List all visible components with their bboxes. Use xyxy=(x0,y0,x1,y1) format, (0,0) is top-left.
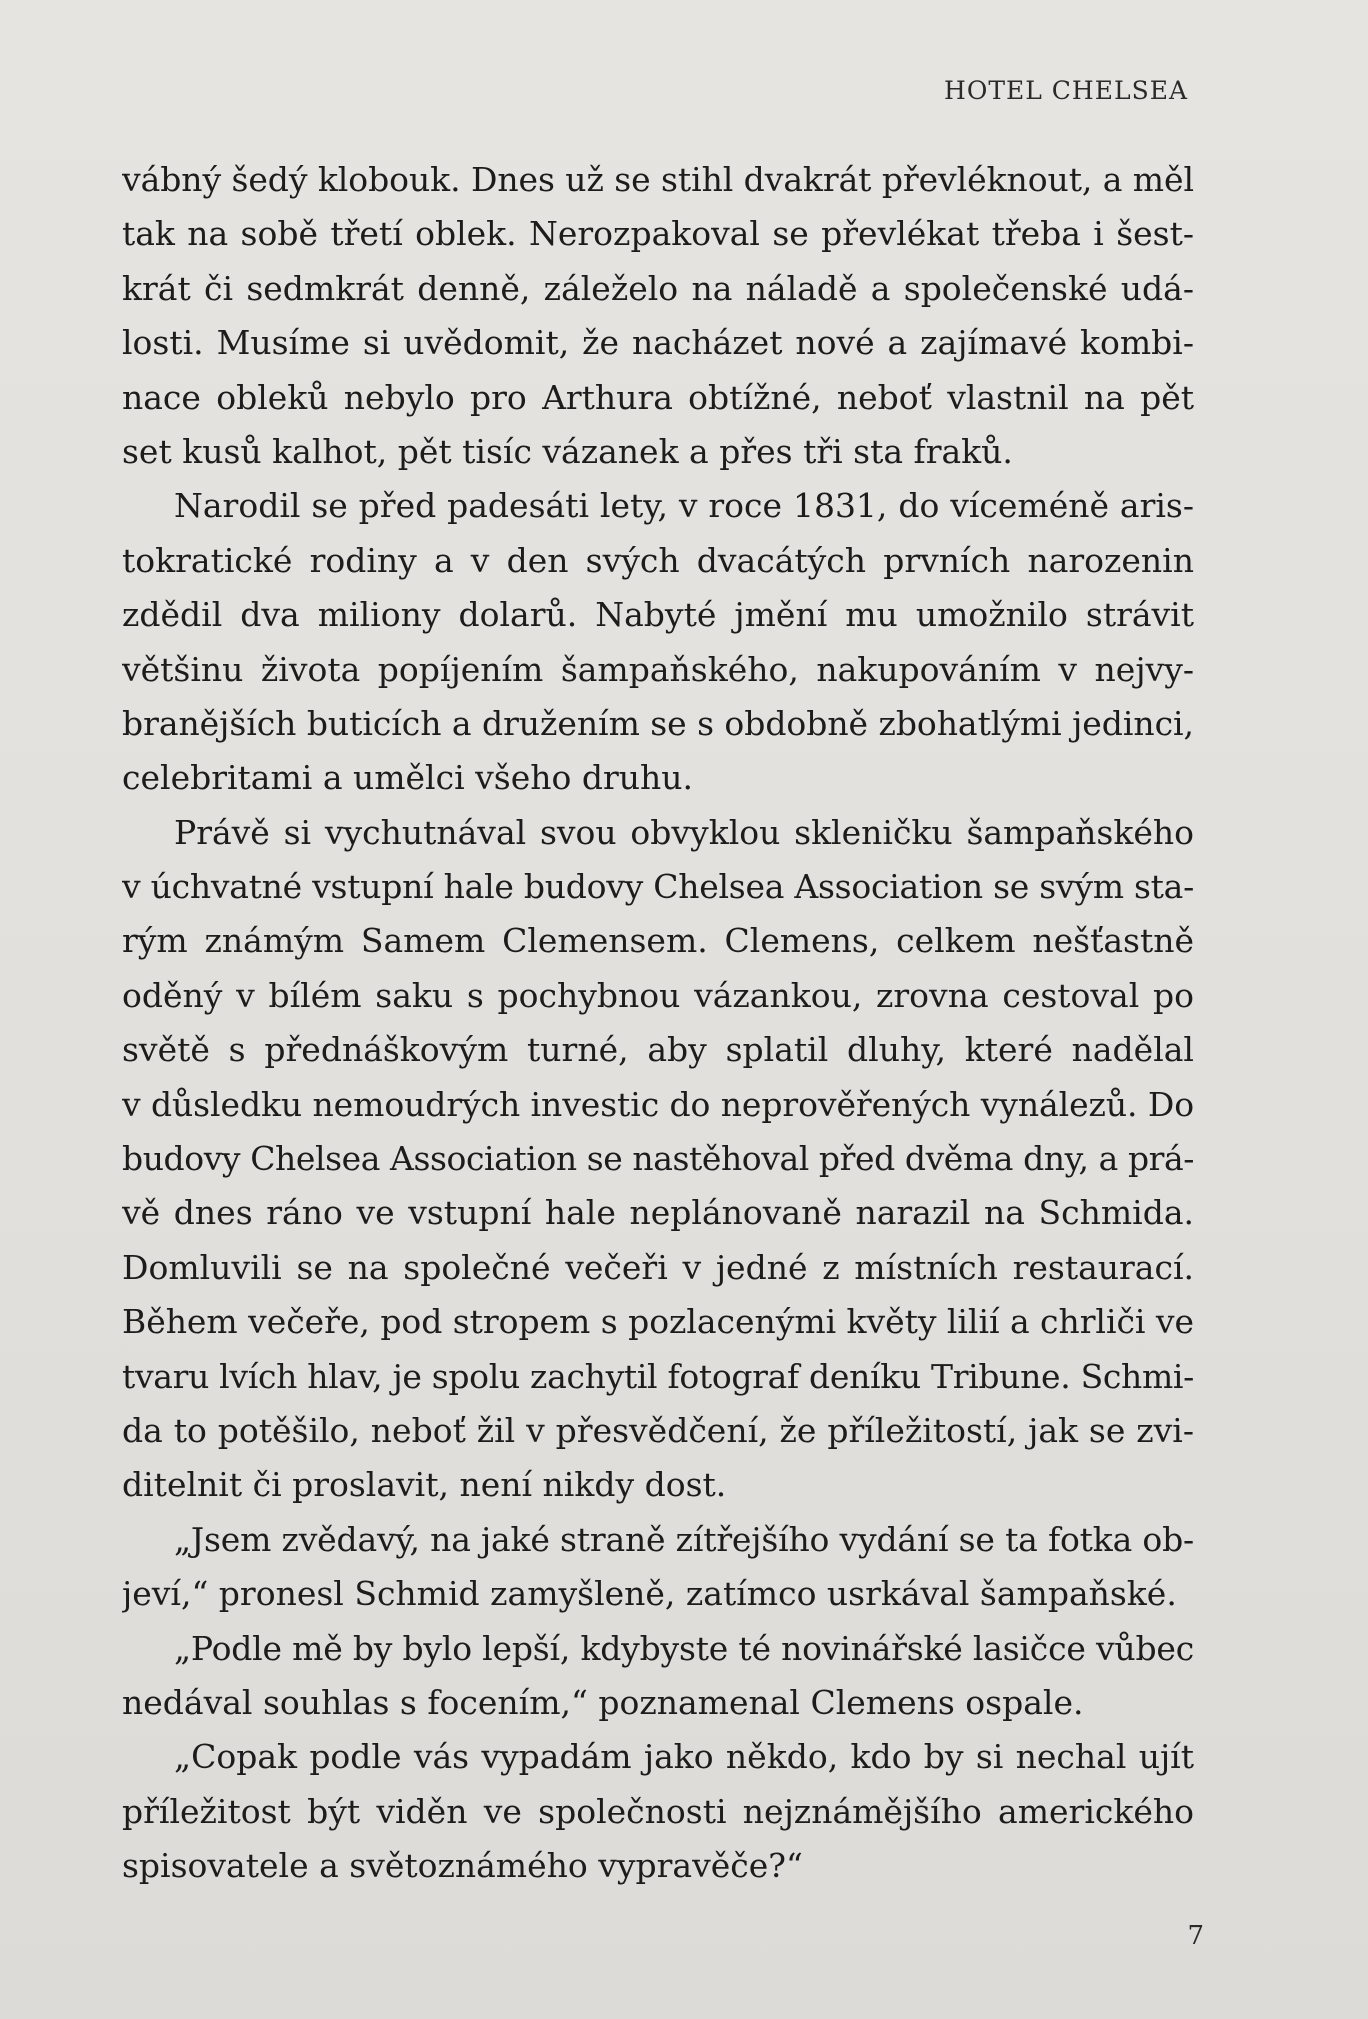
text-line: příležitost být viděn ve společnosti nejznámějšího amerického xyxy=(122,1791,1194,1831)
text-line: branějších buticích a družením se s obdobně zbohatlými jedinci, xyxy=(122,703,1194,743)
text-line: v důsledku nemoudrých investic do neprověřených vynálezů. Do xyxy=(122,1084,1194,1124)
text-line: da to potěšilo, neboť žil v přesvědčení, že příležitostí, jak se zvi- xyxy=(122,1410,1194,1450)
text-line: oděný v bílém saku s pochybnou vázankou, zrovna cestoval po xyxy=(122,975,1194,1015)
text-line: vábný šedý klobouk. Dnes už se stihl dvakrát převléknout, a měl xyxy=(122,160,1194,199)
text-line: zdědil dva miliony dolarů. Nabyté jmění mu umožnilo strávit xyxy=(122,595,1194,635)
text-line: v úchvatné vstupní hale budovy Chelsea Association se svým sta- xyxy=(122,867,1194,907)
text-line: celebritami a umělci všeho druhu. xyxy=(122,758,694,798)
text-line: „Jsem zvědavý, na jaké straně zítřejšího vydání se ta fotka ob- xyxy=(174,1519,1194,1559)
text-line: ditelnit či proslavit, není nikdy dost. xyxy=(122,1465,727,1505)
page-number: 7 xyxy=(1187,1921,1204,1951)
text-line: tokratické rodiny a v den svých dvacátých prvních narozenin xyxy=(122,540,1194,580)
text-line: Právě si vychutnával svou obvyklou skleničku šampaňského xyxy=(174,812,1194,852)
text-line: budovy Chelsea Association se nastěhoval před dvěma dny, a prá- xyxy=(122,1139,1194,1179)
text-line: Narodil se před padesáti lety, v roce 1831, do víceméně aris- xyxy=(174,486,1194,526)
text-line: „Copak podle vás vypadám jako někdo, kdo by si nechal ujít xyxy=(174,1737,1194,1777)
text-line: nace obleků nebylo pro Arthura obtížné, neboť vlastnil na pět xyxy=(122,377,1194,417)
text-line: vě dnes ráno ve vstupní hale neplánovaně narazil na Schmida. xyxy=(122,1193,1194,1233)
text-line: tvaru lvích hlav, je spolu zachytil fotograf deníku Tribune. Schmi- xyxy=(122,1356,1194,1396)
text-line: spisovatele a světoznámého vypravěče?“ xyxy=(122,1846,803,1886)
text-line: tak na sobě třetí oblek. Nerozpakoval se převlékat třeba i šest- xyxy=(122,214,1194,254)
text-line: „Podle mě by bylo lepší, kdybyste té novinářské lasičce vůbec xyxy=(174,1628,1194,1668)
text-line: Během večeře, pod stropem s pozlacenými květy lilií a chrliči ve xyxy=(122,1302,1194,1342)
text-line: set kusů kalhot, pět tisíc vázanek a přes tři sta fraků. xyxy=(122,431,1013,471)
running-head: HOTEL CHELSEA xyxy=(944,76,1188,105)
body-text xyxy=(122,153,1194,1894)
text-line: Domluvili se na společné večeři v jedné z místních restaurací. xyxy=(122,1247,1194,1287)
text-line: většinu života popíjením šampaňského, nakupováním v nejvy- xyxy=(122,649,1194,689)
text-line: krát či sedmkrát denně, záleželo na náladě a společenské udá- xyxy=(122,268,1194,308)
text-line: rým známým Samem Clemensem. Clemens, celkem nešťastně xyxy=(122,921,1194,961)
text-line: jeví,“ pronesl Schmid zamyšleně, zatímco usrkával šampaňské. xyxy=(122,1574,1177,1614)
text-line: losti. Musíme si uvědomit, že nacházet nové a zajímavé kombi- xyxy=(122,323,1194,363)
text-line: světě s přednáškovým turné, aby splatil dluhy, které nadělal xyxy=(122,1030,1194,1070)
text-line: nedával souhlas s focením,“ poznamenal Clemens ospale. xyxy=(122,1682,1084,1722)
